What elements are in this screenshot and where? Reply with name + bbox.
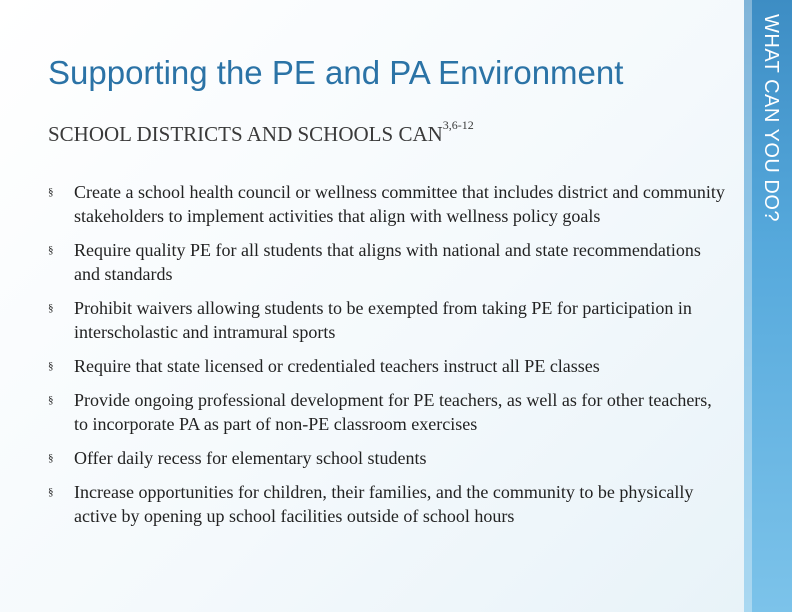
bullet-item: [48, 480, 728, 528]
bullet-item: [48, 388, 728, 436]
bullet-marker-icon: §: [48, 394, 54, 406]
bullet-text: Require quality PE for all students that aligns with national and state recommendations and standards: [74, 240, 701, 284]
bullet-text: Increase opportunities for children, their families, and the community to be physically active by opening up school facilities outside of school hours: [74, 482, 694, 526]
bullet-marker-icon: §: [48, 360, 54, 372]
bullet-text: Create a school health council or wellness committee that includes district and community stakeholders to implement activities that align with wellness policy goals: [74, 182, 725, 226]
slide-title: Supporting the PE and PA Environment: [48, 54, 624, 91]
bullet-text: Provide ongoing professional development for PE teachers, as well as for other teachers, to incorporate PA as part of non-PE classroom exercises: [74, 390, 712, 434]
side-band: [744, 0, 792, 612]
bullet-marker-icon: §: [48, 452, 54, 464]
bullet-text: Offer daily recess for elementary school students: [74, 448, 427, 468]
side-label: WHAT CAN YOU DO?: [760, 14, 782, 223]
bullet-text: Prohibit waivers allowing students to be exempted from taking PE for participation in interscholastic and intramural sports: [74, 298, 692, 342]
bullet-marker-icon: §: [48, 186, 54, 198]
bullet-text: Require that state licensed or credentialed teachers instruct all PE classes: [74, 356, 600, 376]
bullet-marker-icon: §: [48, 486, 54, 498]
bullet-item: [48, 354, 728, 378]
bullet-marker-icon: §: [48, 302, 54, 314]
slide-subtitle: [48, 118, 474, 147]
bullet-item: [48, 446, 728, 470]
bullet-item: [48, 180, 728, 228]
bullet-marker-icon: §: [48, 244, 54, 256]
subtitle-superscript: 3,6-12: [442, 118, 474, 132]
bullet-item: [48, 296, 728, 344]
bullet-list: [48, 180, 728, 538]
bullet-item: [48, 238, 728, 286]
subtitle-text: SCHOOL DISTRICTS AND SCHOOLS CAN: [48, 122, 443, 146]
